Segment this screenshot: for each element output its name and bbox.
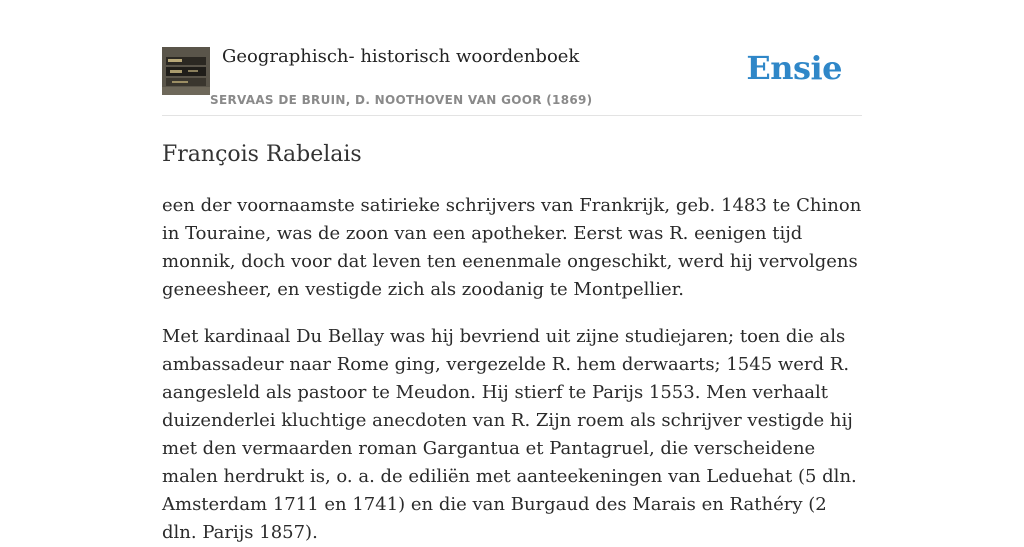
book-authors: SERVAAS DE BRUIN, D. NOOTHOVEN VAN GOOR (1869) <box>210 93 593 107</box>
book-title[interactable]: Geographisch- historisch woordenboek <box>222 46 580 67</box>
entry-title: François Rabelais <box>162 142 362 167</box>
avatar[interactable] <box>162 47 210 95</box>
header <box>162 0 862 116</box>
book-cover-icon <box>162 47 210 95</box>
entry-paragraph-1: een der voornaamste satirieke schrijvers van Frankrijk, geb. 1483 te Chinon in Touraine, was de zoon van een apotheker. Eerst was R. eenigen tijd monnik, doch voor dat leven ten eenenmale ongeschikt, werd hij vervolgens geneesheer, en vestigde zich als zoodanig te Montpellier. <box>162 195 862 300</box>
brand-logo[interactable]: Ensie <box>746 49 842 87</box>
entry-paragraph-2: Met kardinaal Du Bellay was hij bevriend uit zijne studiejaren; toen die als ambassadeur naar Rome ging, vergezelde R. hem derwaarts; 1545 werd R. aangesleld als pastoor te Meudon. Hij stierf te Parijs 1553. Men verhaalt duizenderlei kluchtige anecdoten van R. Zijn roem als schrijver vestigde hij met den vermaarden roman Gargantua et Pantagruel, die verscheidene malen herdrukt is, o. a. de ediliën met aanteekeningen van Leduehat (5 dln. Amsterdam 1711 en 1741) en die van Burgaud des Marais en Rathéry (2 dln. Parijs 1857). <box>162 326 857 543</box>
content-container <box>162 0 862 547</box>
